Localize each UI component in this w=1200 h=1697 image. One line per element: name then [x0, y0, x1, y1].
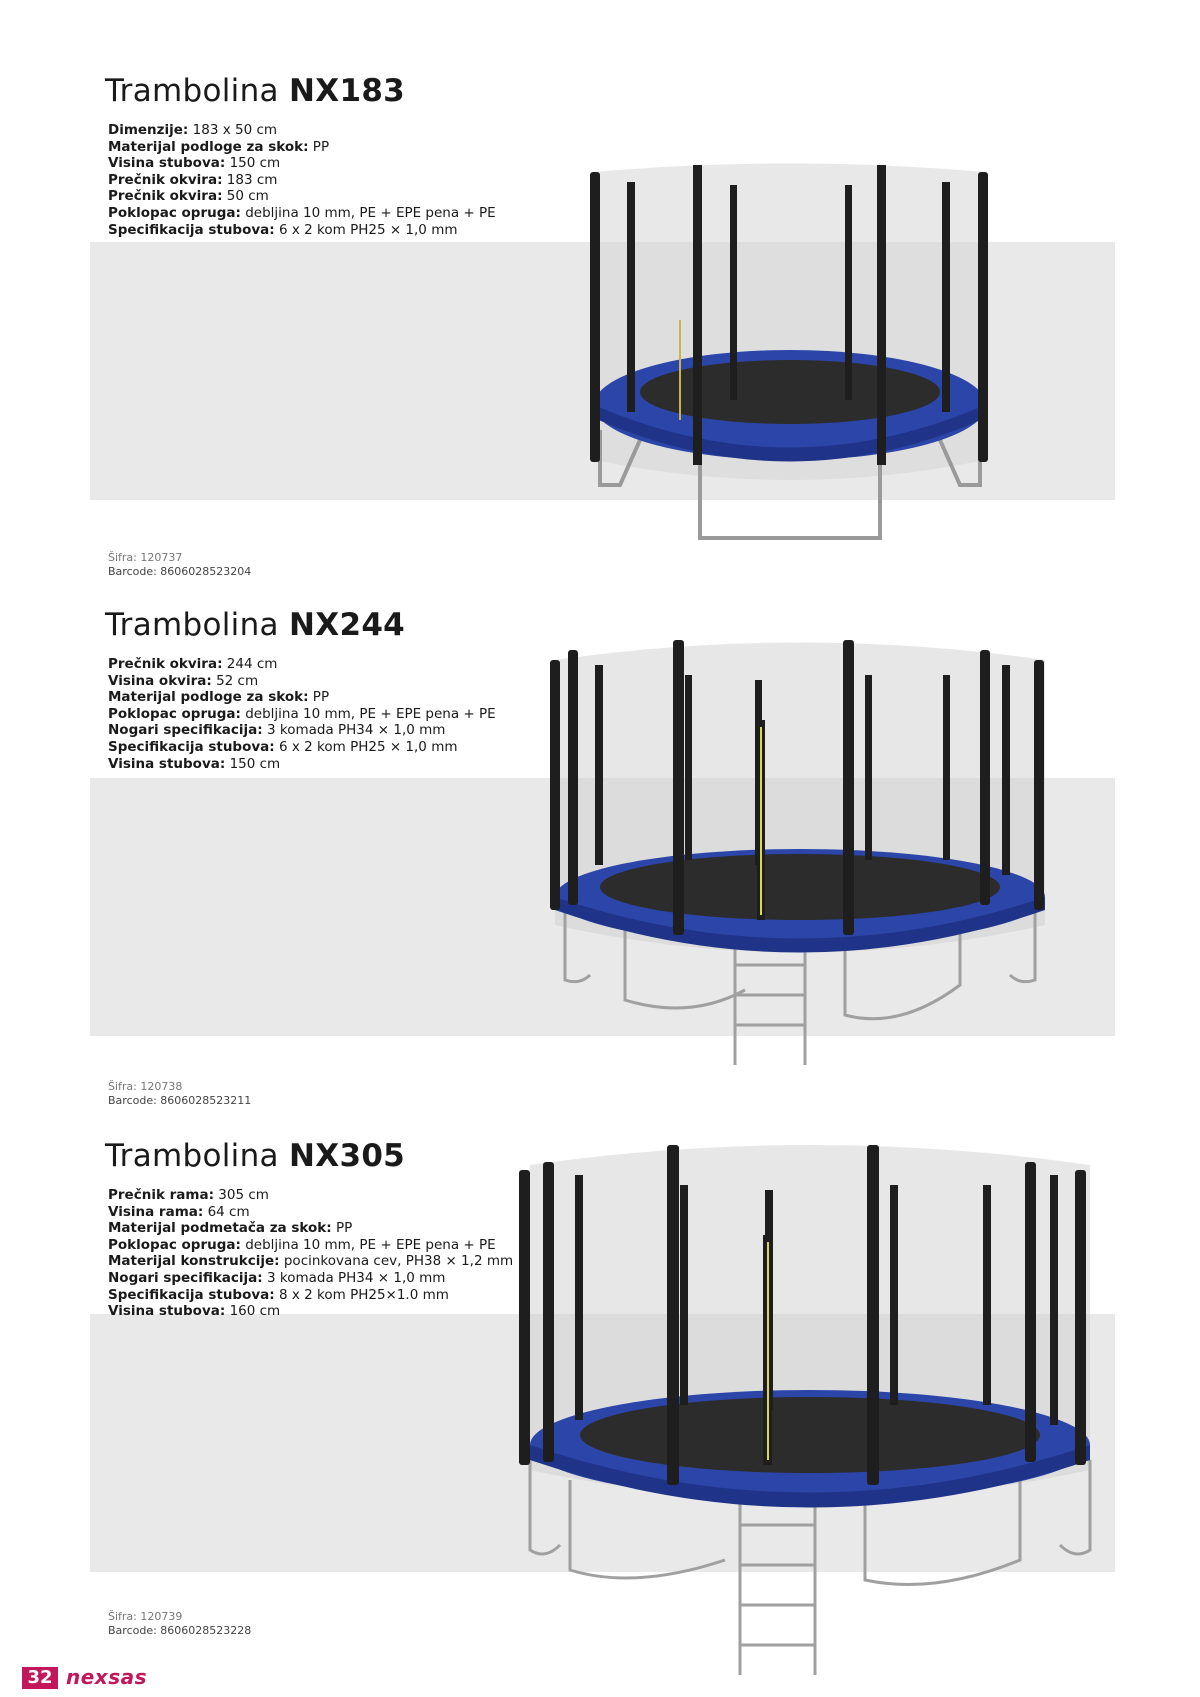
spec-row [108, 1204, 513, 1221]
spec-row [108, 139, 496, 156]
sku-code: Šifra: 120737 [108, 551, 183, 564]
spec-value: 50 cm [226, 188, 269, 205]
title-prefix: Trambolina [105, 607, 279, 643]
spec-row [108, 205, 496, 222]
spec-value: 160 cm [229, 1303, 281, 1320]
spec-value: PP [335, 1220, 353, 1237]
spec-value: 6 x 2 kom PH25 × 1,0 mm [278, 221, 458, 238]
spec-label: Nogari specifikacija: [108, 1269, 263, 1286]
spec-row [108, 722, 496, 739]
product-title [105, 73, 405, 109]
spec-value: 150 cm [229, 155, 281, 172]
spec-label: Prečnik rama: [108, 1187, 214, 1203]
spec-row [108, 689, 496, 706]
spec-value: debljina 10 mm, PE + EPE pena + PE [245, 705, 496, 722]
spec-row [108, 222, 496, 239]
spec-label: Materijal podmetača za skok: [108, 1220, 332, 1237]
spec-value: 3 komada PH34 × 1,0 mm [266, 1269, 446, 1286]
spec-row [108, 1187, 513, 1204]
spec-value: 6 x 2 kom PH25 × 1,0 mm [278, 738, 458, 755]
spec-row [108, 706, 496, 723]
spec-row [108, 122, 496, 139]
spec-label: Visina stubova: [108, 1303, 226, 1320]
spec-label: Visina rama: [108, 1203, 204, 1220]
spec-row [108, 1253, 513, 1270]
product-codes [108, 551, 251, 579]
barcode: Barcode: 8606028523228 [108, 1624, 252, 1637]
title-prefix: Trambolina [105, 73, 279, 109]
spec-label: Visina stubova: [108, 155, 226, 172]
spec-label: Poklopac opruga: [108, 204, 241, 221]
spec-label: Specifikacija stubova: [108, 221, 275, 238]
spec-label: Specifikacija stubova: [108, 738, 275, 755]
title-prefix: Trambolina [105, 1138, 279, 1174]
spec-row [108, 656, 496, 673]
spec-value: debljina 10 mm, PE + EPE pena + PE [245, 1236, 496, 1253]
spec-value: PP [312, 138, 330, 155]
trampoline-image-nx305 [515, 1140, 1105, 1680]
spec-row [108, 155, 496, 172]
spec-list [108, 1187, 513, 1320]
spec-label: Prečnik okvira: [108, 171, 223, 188]
spec-label: Poklopac opruga: [108, 1236, 241, 1253]
spec-value: 64 cm [207, 1203, 250, 1220]
spec-value: 150 cm [229, 755, 281, 772]
title-model: NX183 [289, 73, 406, 109]
spec-row [108, 739, 496, 756]
spec-label: Dimenzije: [108, 122, 189, 138]
brand-logo: nexsas [66, 1665, 148, 1689]
spec-label: Visina stubova: [108, 755, 226, 772]
spec-list [108, 122, 496, 238]
trampoline-image-nx244 [540, 635, 1060, 1075]
spec-label: Specifikacija stubova: [108, 1286, 275, 1303]
product-codes [108, 1610, 251, 1638]
spec-row [108, 1237, 513, 1254]
product-title [105, 607, 405, 643]
spec-row [108, 188, 496, 205]
spec-value: 52 cm [216, 672, 259, 689]
spec-value: pocinkovana cev, PH38 × 1,2 mm [283, 1253, 514, 1270]
spec-row [108, 1303, 513, 1320]
spec-row [108, 673, 496, 690]
product-codes [108, 1080, 251, 1108]
spec-row [108, 172, 496, 189]
spec-label: Visina okvira: [108, 672, 212, 689]
spec-value: 183 x 50 cm [192, 122, 278, 138]
spec-value: 244 cm [226, 656, 278, 672]
spec-list [108, 656, 496, 772]
title-model: NX305 [289, 1138, 406, 1174]
trampoline-image-nx183 [580, 160, 1000, 555]
spec-label: Materijal podloge za skok: [108, 138, 309, 155]
spec-row [108, 756, 496, 773]
spec-row [108, 1270, 513, 1287]
title-model: NX244 [289, 607, 406, 643]
spec-label: Prečnik okvira: [108, 656, 223, 672]
spec-value: 305 cm [218, 1187, 269, 1203]
spec-value: debljina 10 mm, PE + EPE pena + PE [245, 204, 496, 221]
spec-row [108, 1220, 513, 1237]
spec-label: Nogari specifikacija: [108, 722, 263, 739]
spec-value: PP [312, 689, 330, 706]
spec-value: 8 x 2 kom PH25×1.0 mm [278, 1286, 449, 1303]
sku-code: Šifra: 120738 [108, 1080, 183, 1093]
spec-label: Materijal podloge za skok: [108, 689, 309, 706]
spec-value: 3 komada PH34 × 1,0 mm [266, 722, 446, 739]
barcode: Barcode: 8606028523211 [108, 1094, 252, 1107]
spec-label: Materijal konstrukcije: [108, 1253, 280, 1270]
page-number: 32 [22, 1667, 58, 1689]
product-title [105, 1138, 405, 1174]
barcode: Barcode: 8606028523204 [108, 565, 252, 578]
spec-label: Prečnik okvira: [108, 188, 223, 205]
spec-value: 183 cm [226, 171, 278, 188]
spec-label: Poklopac opruga: [108, 705, 241, 722]
sku-code: Šifra: 120739 [108, 1610, 183, 1623]
spec-row [108, 1287, 513, 1304]
